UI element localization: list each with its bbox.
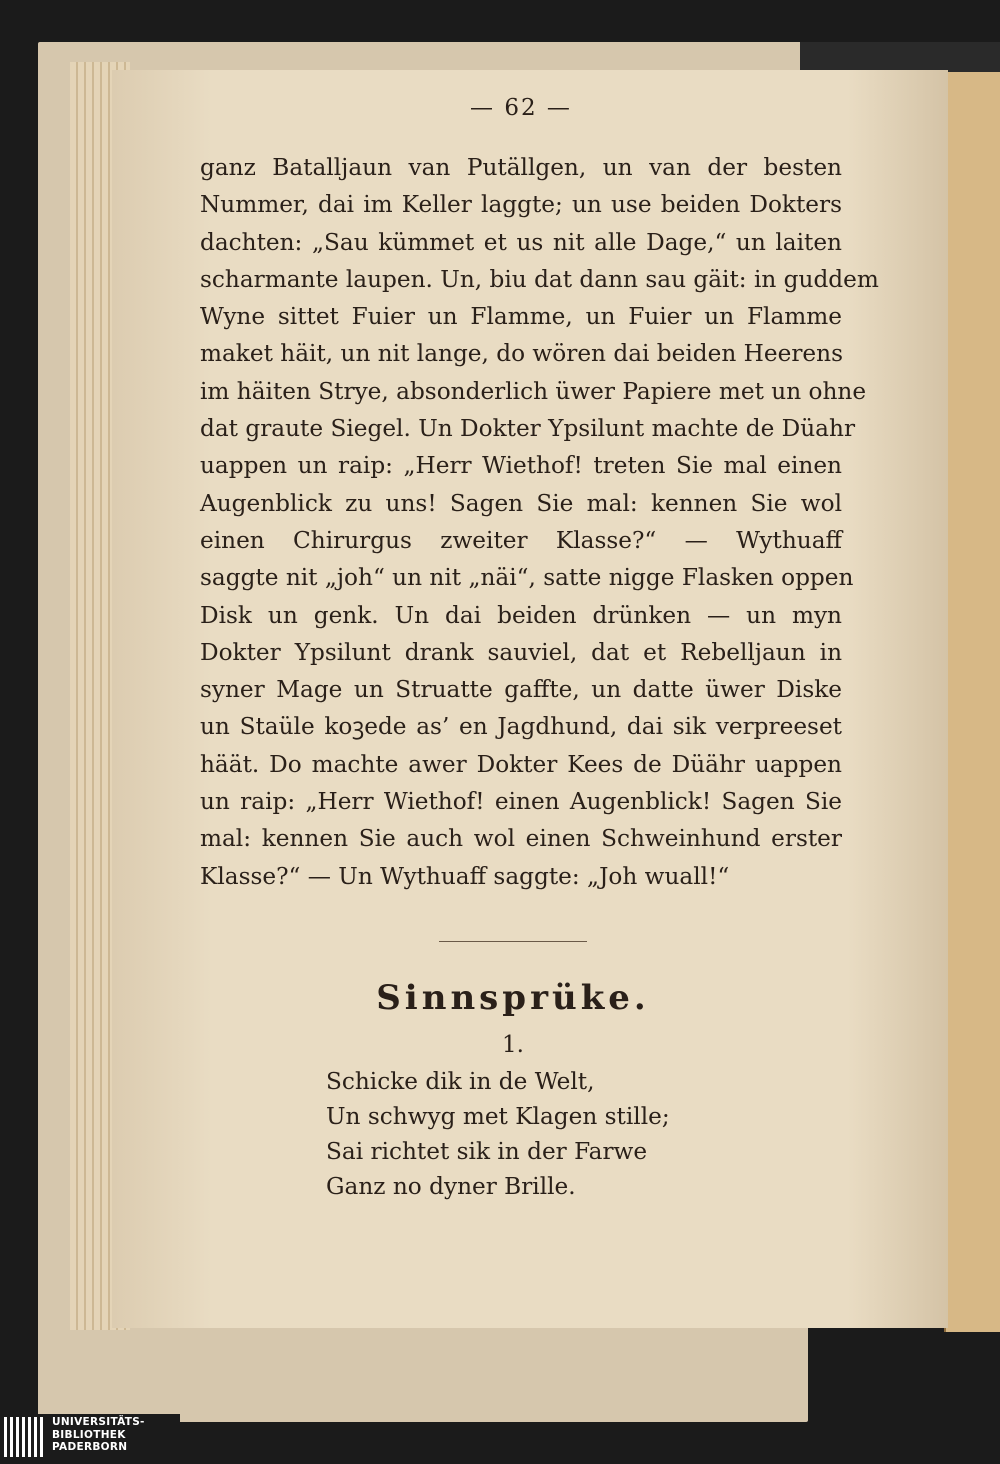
text-line: Klasse?“ — Un Wythuaff saggte: „Joh wuall!“ bbox=[200, 862, 730, 890]
text-line: Disk un genk. Un dai beiden drünken — un myn bbox=[200, 601, 842, 629]
text-line: dat graute Siegel. Un Dokter Ypsilunt machte de Düahr bbox=[200, 415, 856, 443]
logo-line: UNIVERSITÄTS- bbox=[52, 1416, 145, 1428]
text-line: un raip: „Herr Wiethof! einen Augenblick! Sagen Sie bbox=[200, 788, 842, 816]
text-line: Augenblick zu uns! Sagen Sie mal: kennen Sie wol bbox=[200, 489, 842, 517]
text-line: ganz Batalljaun van Putällgen, un van der besten bbox=[200, 154, 842, 181]
prose-text bbox=[200, 149, 879, 895]
text-line: scharmante laupen. Un, biu dat dann sau gäit: in guddem bbox=[200, 265, 879, 293]
poem-line: Sai richtet sik in der Farwe bbox=[326, 1137, 648, 1165]
poem-number: 1. bbox=[502, 1031, 524, 1058]
poem-line: Schicke dik in de Welt, bbox=[326, 1067, 595, 1095]
facing-page-edge bbox=[944, 72, 1000, 1332]
text-line: mal: kennen Sie auch wol einen Schweinhund erster bbox=[200, 825, 842, 853]
text-line: Nummer, dai im Keller laggte; un use beiden Dokters bbox=[200, 191, 842, 219]
section-heading: Sinnsprüke. bbox=[376, 977, 650, 1018]
text-line: häät. Do machte awer Dokter Kees de Düähr uappen bbox=[200, 750, 842, 778]
text-line: im häiten Strye, absonderlich üwer Papiere met un ohne bbox=[200, 377, 867, 405]
text-line: dachten: „Sau kümmet et us nit alle Dage,“ un laiten bbox=[200, 228, 842, 256]
section-divider bbox=[439, 941, 587, 942]
page-content bbox=[200, 95, 879, 1204]
logo-line: BIBLIOTHEK bbox=[52, 1428, 126, 1441]
poem bbox=[326, 1064, 842, 1204]
library-logo-text bbox=[52, 1416, 145, 1454]
poem-line: Ganz no dyner Brille. bbox=[326, 1172, 576, 1200]
poem-line: Un schwyg met Klagen stille; bbox=[326, 1102, 670, 1130]
logo-line: PADERBORN bbox=[52, 1441, 128, 1453]
library-logo-icon bbox=[4, 1417, 44, 1457]
text-line: syner Mage un Struatte gaffte, un datte üwer Diske bbox=[200, 676, 842, 704]
text-line: maket häit, un nit lange, do wören dai beiden Heerens bbox=[200, 340, 843, 368]
text-line: uappen un raip: „Herr Wiethof! treten Sie mal einen bbox=[200, 452, 842, 480]
text-line: Wyne sittet Fuier un Flamme, un Fuier un Flamme bbox=[200, 303, 842, 331]
library-logo bbox=[0, 1414, 180, 1462]
page-number: — 62 — bbox=[470, 95, 572, 121]
text-line: saggte nit „joh“ un nit „näi“, satte nigge Flasken oppen bbox=[200, 564, 854, 592]
text-line: einen Chirurgus zweiter Klasse?“ — Wythuaff bbox=[200, 526, 842, 554]
text-line: Dokter Ypsilunt drank sauviel, dat et Rebelljaun in bbox=[200, 638, 842, 666]
text-line: un Staüle koꝫede as’ en Jagdhund, dai sik verpreeset bbox=[200, 713, 842, 741]
